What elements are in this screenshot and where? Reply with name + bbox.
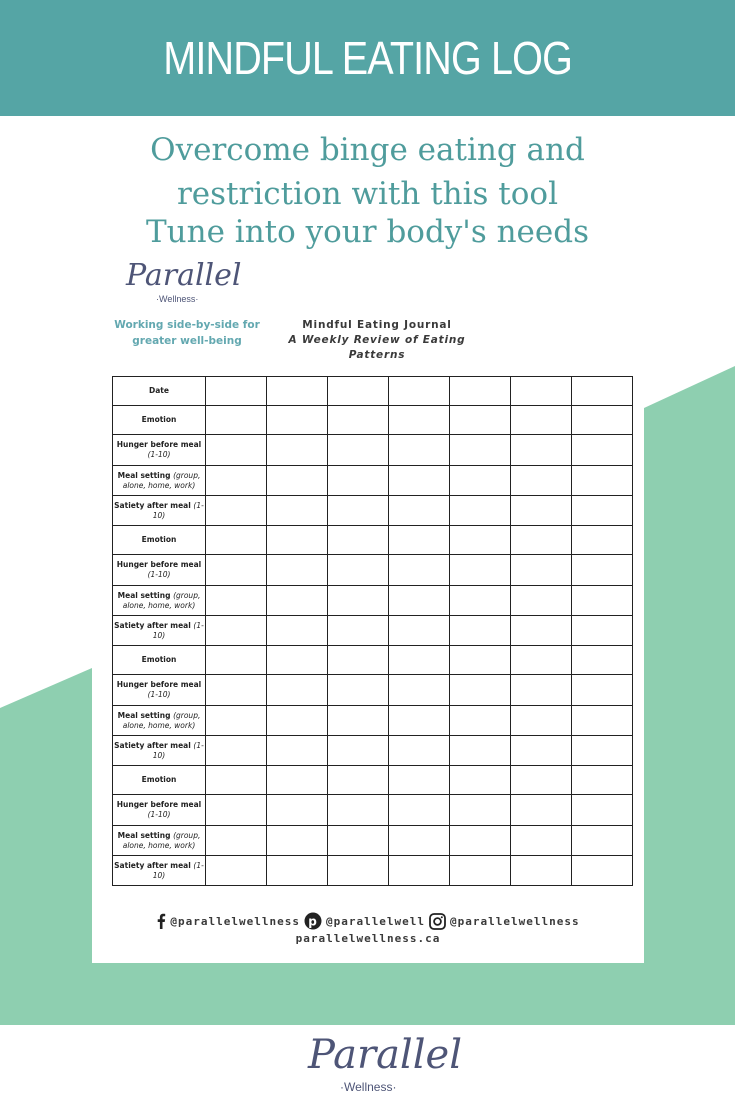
table-cell[interactable]	[267, 706, 328, 736]
table-cell[interactable]	[572, 706, 633, 736]
subtitle-line-1: Overcome binge eating and	[150, 132, 585, 168]
table-cell[interactable]	[328, 496, 389, 526]
table-row	[113, 766, 633, 795]
row-label-note: (1-10)	[147, 570, 171, 579]
table-cell[interactable]	[267, 736, 328, 766]
table-cell[interactable]	[572, 675, 633, 706]
mint-band-bottom	[0, 963, 735, 1025]
row-label-note: (group, alone, home, work)	[122, 470, 201, 490]
table-cell[interactable]	[511, 616, 572, 646]
table-cell[interactable]	[206, 856, 267, 886]
table-cell[interactable]	[450, 795, 511, 826]
table-cell[interactable]	[267, 555, 328, 586]
table-cell[interactable]	[206, 377, 267, 406]
table-cell[interactable]	[511, 795, 572, 826]
table-row	[113, 736, 633, 766]
row-label-text: Date	[149, 386, 169, 395]
table-cell[interactable]	[389, 377, 450, 406]
table-cell[interactable]	[572, 526, 633, 555]
table-cell[interactable]	[206, 466, 267, 496]
table-cell[interactable]	[206, 496, 267, 526]
table-cell[interactable]	[206, 616, 267, 646]
table-cell[interactable]	[389, 616, 450, 646]
table-cell[interactable]	[572, 856, 633, 886]
row-label	[113, 766, 206, 795]
tagline-line-2: greater well-being	[132, 335, 242, 347]
bottom-logo-sub: ·Wellness·	[340, 1080, 397, 1094]
table-cell[interactable]	[572, 555, 633, 586]
table-cell[interactable]	[267, 466, 328, 496]
row-label	[113, 526, 206, 555]
row-label-note: (1-10)	[147, 690, 171, 699]
row-label	[113, 675, 206, 706]
table-cell[interactable]	[450, 826, 511, 856]
table-cell[interactable]	[206, 795, 267, 826]
table-cell[interactable]	[328, 377, 389, 406]
row-label-text: Meal setting	[117, 470, 171, 480]
table-cell[interactable]	[328, 646, 389, 675]
table-row	[113, 706, 633, 736]
table-cell[interactable]	[206, 526, 267, 555]
table-cell[interactable]	[389, 856, 450, 886]
row-label-text: Hunger before meal	[116, 560, 202, 569]
table-cell[interactable]	[572, 795, 633, 826]
table-cell[interactable]	[572, 826, 633, 856]
page-title: MINDFUL EATING LOG	[163, 32, 572, 84]
row-label	[113, 466, 206, 496]
row-label-text: Hunger before meal	[116, 440, 202, 449]
table-cell[interactable]	[389, 526, 450, 555]
instagram-handle[interactable]: @parallelwellness	[450, 914, 580, 928]
table-row	[113, 856, 633, 886]
table-cell[interactable]	[267, 856, 328, 886]
table-cell[interactable]	[267, 675, 328, 706]
table-row	[113, 616, 633, 646]
table-cell[interactable]	[389, 795, 450, 826]
row-label-text: Meal setting	[117, 830, 171, 840]
row-label-text: Emotion	[141, 775, 177, 784]
table-cell[interactable]	[267, 616, 328, 646]
table-row	[113, 377, 633, 406]
table-cell[interactable]	[206, 675, 267, 706]
table-cell[interactable]	[511, 646, 572, 675]
row-label-text: Meal setting	[117, 710, 171, 720]
row-label-note: (1-10)	[152, 860, 204, 880]
table-cell[interactable]	[267, 526, 328, 555]
row-label	[113, 496, 206, 526]
table-row	[113, 526, 633, 555]
table-cell[interactable]	[511, 377, 572, 406]
table-cell[interactable]	[206, 736, 267, 766]
table-cell[interactable]	[511, 856, 572, 886]
table-row	[113, 496, 633, 526]
row-label-note: (1-10)	[152, 500, 204, 520]
table-cell[interactable]	[450, 555, 511, 586]
table-cell[interactable]	[389, 826, 450, 856]
table-row	[113, 555, 633, 586]
row-label-note: (group, alone, home, work)	[122, 710, 201, 730]
pinterest-icon[interactable]	[304, 912, 322, 930]
journal-sheet	[92, 252, 644, 963]
row-label-note: (1-10)	[152, 620, 204, 640]
row-label	[113, 646, 206, 675]
table-cell[interactable]	[389, 406, 450, 435]
row-label	[113, 586, 206, 616]
table-cell[interactable]	[450, 526, 511, 555]
table-cell[interactable]	[328, 826, 389, 856]
row-label	[113, 616, 206, 646]
table-cell[interactable]	[328, 406, 389, 435]
row-label-text: Emotion	[141, 415, 177, 424]
table-cell[interactable]	[206, 826, 267, 856]
table-cell[interactable]	[267, 406, 328, 435]
header-banner	[0, 0, 735, 116]
table-cell[interactable]	[328, 795, 389, 826]
row-label-note: (1-10)	[147, 450, 171, 459]
table-cell[interactable]	[511, 586, 572, 616]
table-cell[interactable]	[450, 706, 511, 736]
table-cell[interactable]	[206, 435, 267, 466]
row-label	[113, 856, 206, 886]
table-cell[interactable]	[572, 766, 633, 795]
table-row	[113, 675, 633, 706]
bottom-logo	[0, 1034, 735, 1102]
table-cell[interactable]	[450, 406, 511, 435]
table-cell[interactable]	[511, 496, 572, 526]
table-cell[interactable]	[389, 766, 450, 795]
facebook-handle[interactable]: @parallelwellness	[170, 914, 300, 928]
table-cell[interactable]	[328, 675, 389, 706]
row-label-text: Hunger before meal	[116, 800, 202, 809]
table-cell[interactable]	[450, 766, 511, 795]
mint-shape-right	[644, 366, 735, 1025]
row-label	[113, 406, 206, 435]
row-label	[113, 377, 206, 406]
table-row	[113, 586, 633, 616]
table-cell[interactable]	[511, 406, 572, 435]
table-cell[interactable]	[572, 496, 633, 526]
table-cell[interactable]	[450, 736, 511, 766]
pinterest-handle[interactable]: @parallelwell	[325, 914, 426, 928]
table-cell[interactable]	[389, 435, 450, 466]
row-label	[113, 736, 206, 766]
sheet-tagline	[112, 317, 262, 349]
table-cell[interactable]	[328, 736, 389, 766]
table-cell[interactable]	[389, 466, 450, 496]
row-label-text: Satiety after meal	[114, 500, 191, 510]
table-cell[interactable]	[511, 766, 572, 795]
table-cell[interactable]	[450, 856, 511, 886]
journal-title: Mindful Eating Journal	[302, 319, 452, 331]
facebook-icon[interactable]	[156, 913, 166, 929]
table-cell[interactable]	[267, 496, 328, 526]
table-cell[interactable]	[328, 586, 389, 616]
table-cell[interactable]	[267, 646, 328, 675]
table-cell[interactable]	[450, 675, 511, 706]
table-cell[interactable]	[511, 706, 572, 736]
table-cell[interactable]	[572, 377, 633, 406]
table-cell[interactable]	[328, 616, 389, 646]
row-label-note: (1-10)	[152, 740, 204, 760]
table-cell[interactable]	[450, 496, 511, 526]
table-cell[interactable]	[267, 826, 328, 856]
subtitle-line-3: Tune into your body's needs	[145, 214, 590, 250]
table-cell[interactable]	[450, 586, 511, 616]
table-cell[interactable]	[450, 646, 511, 675]
table-cell[interactable]	[389, 496, 450, 526]
row-label	[113, 795, 206, 826]
website-link[interactable]: parallelwellness.ca	[295, 932, 441, 945]
table-cell[interactable]	[206, 555, 267, 586]
table-cell[interactable]	[267, 795, 328, 826]
row-label-text: Emotion	[141, 535, 177, 544]
table-cell[interactable]	[389, 675, 450, 706]
table-row	[113, 646, 633, 675]
tagline-line-1: Working side-by-side for	[114, 319, 260, 331]
table-cell[interactable]	[328, 706, 389, 736]
table-cell[interactable]	[572, 435, 633, 466]
table-cell[interactable]	[450, 466, 511, 496]
table-cell[interactable]	[389, 555, 450, 586]
table-cell[interactable]	[267, 435, 328, 466]
table-cell[interactable]	[267, 766, 328, 795]
table-cell[interactable]	[206, 766, 267, 795]
table-cell[interactable]	[511, 526, 572, 555]
table-cell[interactable]	[328, 435, 389, 466]
subtitle-line-2: restriction with this tool	[176, 176, 558, 212]
row-label-text: Satiety after meal	[114, 860, 191, 870]
table-row	[113, 795, 633, 826]
journal-heading	[262, 318, 492, 363]
table-cell[interactable]	[450, 616, 511, 646]
table-cell[interactable]	[511, 466, 572, 496]
table-cell[interactable]	[450, 377, 511, 406]
table-cell[interactable]	[511, 555, 572, 586]
table-row	[113, 406, 633, 435]
row-label	[113, 706, 206, 736]
eating-log-table	[112, 376, 633, 886]
table-cell[interactable]	[389, 736, 450, 766]
table-cell[interactable]	[328, 856, 389, 886]
row-label-text: Satiety after meal	[114, 740, 191, 750]
row-label-text: Hunger before meal	[116, 680, 202, 689]
table-row	[113, 826, 633, 856]
table-cell[interactable]	[572, 736, 633, 766]
row-label-note: (group, alone, home, work)	[122, 830, 201, 850]
table-cell[interactable]	[328, 555, 389, 586]
table-cell[interactable]	[328, 526, 389, 555]
table-cell[interactable]	[572, 616, 633, 646]
table-cell[interactable]	[206, 706, 267, 736]
table-cell[interactable]	[511, 736, 572, 766]
svg-text:p: p	[308, 914, 318, 929]
row-label	[113, 435, 206, 466]
table-cell[interactable]	[206, 646, 267, 675]
table-cell[interactable]	[572, 406, 633, 435]
table-cell[interactable]	[206, 406, 267, 435]
row-label-note: (1-10)	[147, 810, 171, 819]
instagram-icon[interactable]	[429, 913, 446, 930]
table-cell[interactable]	[572, 646, 633, 675]
table-cell[interactable]	[267, 377, 328, 406]
row-label	[113, 826, 206, 856]
table-cell[interactable]	[328, 466, 389, 496]
social-links	[92, 912, 644, 930]
table-cell[interactable]	[511, 675, 572, 706]
row-label-text: Emotion	[141, 655, 177, 664]
table-cell[interactable]	[511, 435, 572, 466]
bottom-logo-name: Parallel	[308, 1032, 462, 1078]
table-cell[interactable]	[389, 646, 450, 675]
table-row	[113, 466, 633, 496]
table-cell[interactable]	[267, 586, 328, 616]
sheet-logo-sub: ·Wellness·	[156, 294, 199, 304]
table-cell[interactable]	[389, 706, 450, 736]
row-label-note: (group, alone, home, work)	[122, 590, 201, 610]
journal-subtitle: A Weekly Review of Eating Patterns	[288, 334, 466, 361]
row-label-text: Meal setting	[117, 590, 171, 600]
row-label-text: Satiety after meal	[114, 620, 191, 630]
table-cell[interactable]	[389, 586, 450, 616]
table-cell[interactable]	[511, 826, 572, 856]
table-cell[interactable]	[572, 466, 633, 496]
sheet-logo-name: Parallel	[126, 258, 242, 293]
table-cell[interactable]	[450, 435, 511, 466]
table-cell[interactable]	[572, 586, 633, 616]
row-label	[113, 555, 206, 586]
table-row	[113, 435, 633, 466]
table-cell[interactable]	[206, 586, 267, 616]
table-cell[interactable]	[328, 766, 389, 795]
